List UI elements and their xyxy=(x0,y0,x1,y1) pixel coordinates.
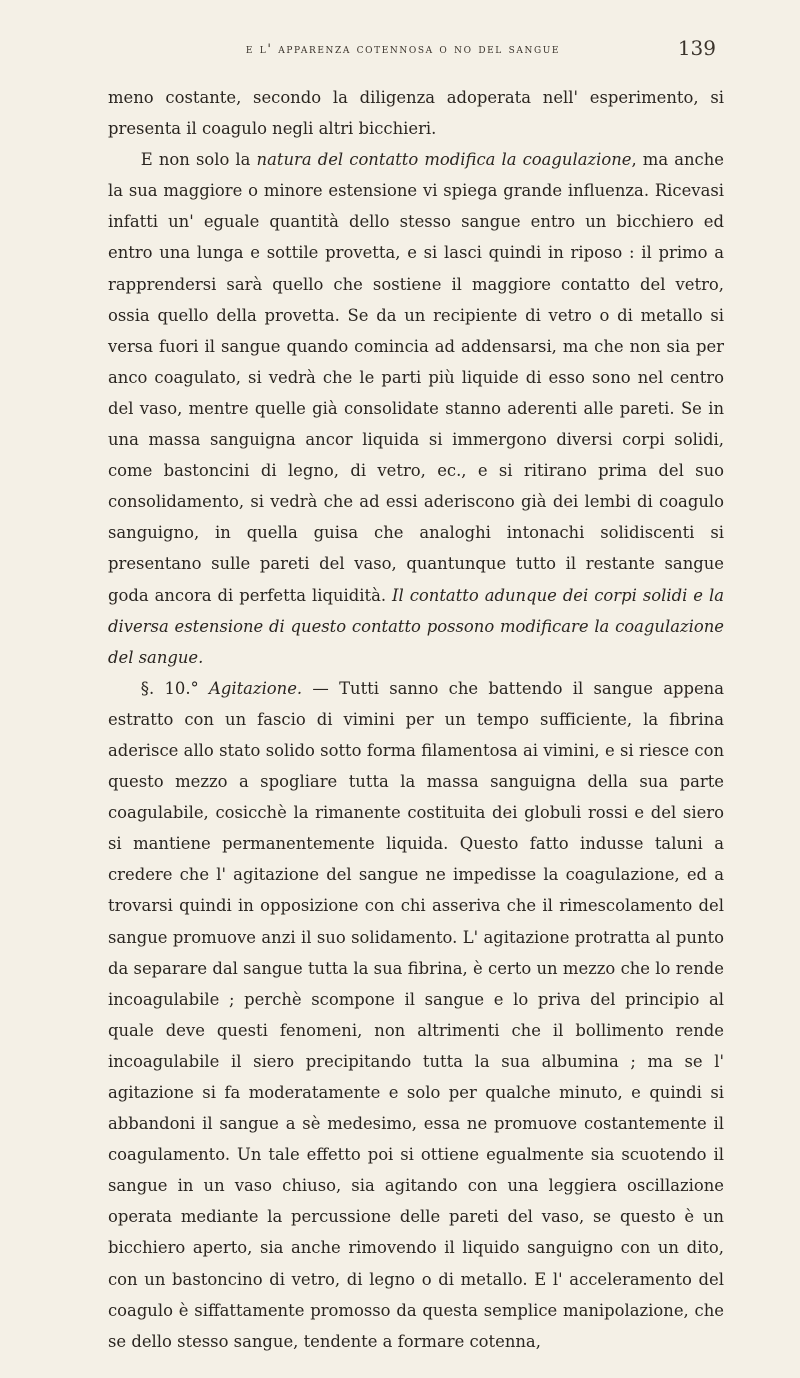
text-run: , ma anche la sua maggiore o minore estensione vi spiega grande influenza. Ricevasi infatti un' eguale quantità dello stesso sangue entro un bicchiero ed entro una lunga e sottile provetta, e si lasci quindi in riposo : il primo a rapprendersi sarà quello che sostiene il maggiore contatto del vetro, ossia quello della provetta. Se da un recipiente di vetro o di metallo si versa fuori il sangue quando comincia ad addensarsi, ma che non sia per anco coagulato, si vedrà che le parti più liquide di esso sono nel centro del vaso, mentre quelle già consolidate stanno aderenti alle pareti. Se in una massa sanguigna ancor liquida si immergono diversi corpi solidi, come bastoncini di legno, di vetro, ec., e si ritirano prima del suo consolidamento, si vedrà che ad essi aderiscono già dei lembi di coagulo sanguigno, in quella guisa che analoghi intonachi solidiscenti si presentano sulle pareti del vaso, quantunque tutto il restante sangue goda ancora di perfetta liquidità. xyxy=(108,150,724,605)
paragraph-agitation xyxy=(108,673,724,1357)
paragraph-continuation: meno costante, secondo la diligenza adoperata nell' esperimento, si presenta il coagulo negli altri bicchieri. xyxy=(108,88,724,139)
text-run: — Tutti sanno che battendo il sangue appena estratto con un fascio di vimini per un tempo sufficiente, la fibrina aderisce allo stato solido sotto forma filamentosa ai vimini, e si riesce con questo mezzo a spogliare tutta la massa sanguigna della sua parte coagulabile, cosicchè la rimanente costituita dei globuli rossi e del siero si mantiene permanentemente liquida. Questo fatto indusse taluni a credere che l' agitazione del sangue ne impedisse la coagulazione, ed a trovarsi quindi in opposizione con chi asseriva che il rimescolamento del sangue promuove anzi il suo solidamento. L' agitazione protratta al punto da separare dal sangue tutta la sua fibrina, è certo un mezzo che lo rende incoagulabile ; perchè scompone il sangue e lo priva del principio al quale deve questi fenomeni, non altrimenti che il bollimento rende incoagulabile il siero precipitando tutta la sua albumina ; ma se l' agitazione si fa moderatamente e solo per qualche minuto, e quindi si abbandoni il sangue a sè medesimo, essa ne promuove costantemente il coagulamento. Un tale effetto poi si ottiene egualmente sia scuotendo il sangue in un vaso chiuso, sia agitando con una leggiera oscillazione operata mediante la percussione delle pareti del vaso, se questo è un bicchiero aperto, sia anche rimovendo il liquido sanguigno con un dito, con un bastoncino di vetro, di legno o di metallo. E l' acceleramento del coagulo è siffattamente promosso da questa semplice manipolazione, che se dello stesso sangue, tendente a formare cotenna, xyxy=(108,678,724,1351)
page-number: 139 xyxy=(677,36,716,60)
section-number: §. 10.° xyxy=(140,678,209,698)
paragraph-contact-extent xyxy=(108,144,724,673)
italic-phrase: natura del contatto modifica la coagulazione xyxy=(256,150,632,170)
text-run: E non solo la xyxy=(140,150,257,170)
running-title: e l' apparenza cotennosa o no del sangue xyxy=(245,42,561,57)
body-text xyxy=(108,82,724,1357)
italic-conclusion: Il contatto adunque dei corpi solidi e la diversa estensione di questo contatto possono modificare la coagulazione del sangue. xyxy=(108,585,724,667)
section-heading: Agitazione. xyxy=(209,678,303,698)
